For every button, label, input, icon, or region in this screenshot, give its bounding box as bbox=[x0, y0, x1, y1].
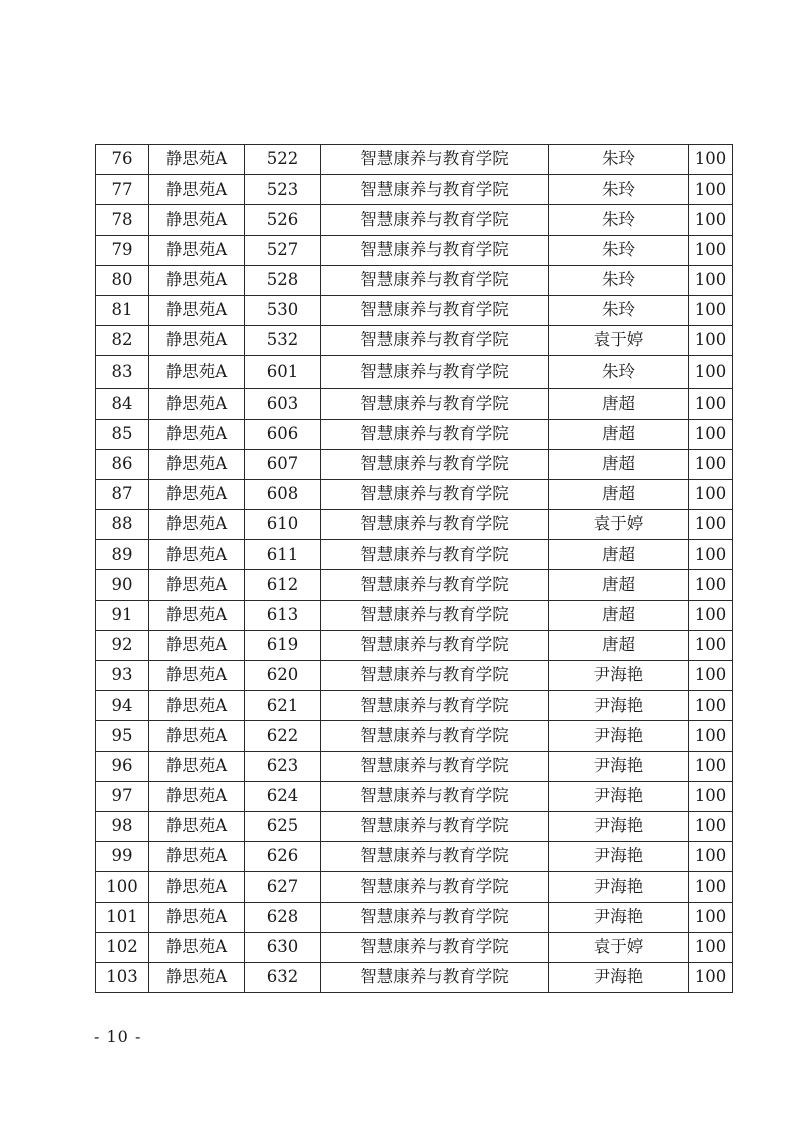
table-row bbox=[96, 630, 733, 660]
cell-score: 100 bbox=[689, 751, 733, 781]
cell-score: 100 bbox=[689, 175, 733, 205]
cell-college: 智慧康养与教育学院 bbox=[321, 600, 549, 630]
cell-teacher: 唐超 bbox=[549, 449, 689, 479]
table-row bbox=[96, 205, 733, 235]
cell-seq-no: 78 bbox=[96, 205, 149, 235]
cell-teacher: 朱玲 bbox=[549, 295, 689, 325]
cell-seq-no: 94 bbox=[96, 691, 149, 721]
cell-room: 528 bbox=[245, 265, 321, 295]
cell-teacher: 尹海艳 bbox=[549, 751, 689, 781]
cell-seq-no: 77 bbox=[96, 175, 149, 205]
cell-room: 611 bbox=[245, 540, 321, 570]
cell-building: 静思苑A bbox=[149, 962, 245, 992]
table-row bbox=[96, 842, 733, 872]
cell-building: 静思苑A bbox=[149, 570, 245, 600]
cell-room: 625 bbox=[245, 811, 321, 841]
cell-seq-no: 87 bbox=[96, 479, 149, 509]
cell-teacher: 唐超 bbox=[549, 600, 689, 630]
cell-building: 静思苑A bbox=[149, 265, 245, 295]
cell-teacher: 尹海艳 bbox=[549, 872, 689, 902]
cell-score: 100 bbox=[689, 265, 733, 295]
table-row bbox=[96, 751, 733, 781]
table-row bbox=[96, 811, 733, 841]
cell-building: 静思苑A bbox=[149, 540, 245, 570]
cell-building: 静思苑A bbox=[149, 872, 245, 902]
cell-room: 627 bbox=[245, 872, 321, 902]
table-row bbox=[96, 600, 733, 630]
cell-building: 静思苑A bbox=[149, 842, 245, 872]
cell-room: 601 bbox=[245, 356, 321, 389]
cell-score: 100 bbox=[689, 479, 733, 509]
cell-room: 632 bbox=[245, 962, 321, 992]
cell-college: 智慧康养与教育学院 bbox=[321, 295, 549, 325]
cell-teacher: 袁于婷 bbox=[549, 326, 689, 356]
cell-college: 智慧康养与教育学院 bbox=[321, 902, 549, 932]
cell-building: 静思苑A bbox=[149, 356, 245, 389]
cell-college: 智慧康养与教育学院 bbox=[321, 630, 549, 660]
table-row bbox=[96, 295, 733, 325]
cell-teacher: 唐超 bbox=[549, 389, 689, 419]
cell-score: 100 bbox=[689, 721, 733, 751]
table-row bbox=[96, 356, 733, 389]
cell-seq-no: 83 bbox=[96, 356, 149, 389]
cell-building: 静思苑A bbox=[149, 781, 245, 811]
cell-teacher: 尹海艳 bbox=[549, 661, 689, 691]
cell-teacher: 朱玲 bbox=[549, 175, 689, 205]
table-body bbox=[96, 145, 733, 993]
cell-score: 100 bbox=[689, 811, 733, 841]
cell-score: 100 bbox=[689, 962, 733, 992]
cell-room: 526 bbox=[245, 205, 321, 235]
cell-room: 624 bbox=[245, 781, 321, 811]
cell-seq-no: 95 bbox=[96, 721, 149, 751]
cell-score: 100 bbox=[689, 235, 733, 265]
cell-seq-no: 98 bbox=[96, 811, 149, 841]
cell-building: 静思苑A bbox=[149, 205, 245, 235]
cell-room: 623 bbox=[245, 751, 321, 781]
cell-teacher: 尹海艳 bbox=[549, 842, 689, 872]
cell-seq-no: 79 bbox=[96, 235, 149, 265]
cell-college: 智慧康养与教育学院 bbox=[321, 235, 549, 265]
cell-building: 静思苑A bbox=[149, 721, 245, 751]
cell-room: 628 bbox=[245, 902, 321, 932]
cell-room: 613 bbox=[245, 600, 321, 630]
cell-seq-no: 84 bbox=[96, 389, 149, 419]
cell-teacher: 唐超 bbox=[549, 419, 689, 449]
cell-seq-no: 82 bbox=[96, 326, 149, 356]
cell-score: 100 bbox=[689, 781, 733, 811]
page-number: - 10 - bbox=[94, 1027, 142, 1046]
cell-room: 612 bbox=[245, 570, 321, 600]
cell-seq-no: 103 bbox=[96, 962, 149, 992]
cell-teacher: 唐超 bbox=[549, 570, 689, 600]
cell-score: 100 bbox=[689, 356, 733, 389]
cell-seq-no: 89 bbox=[96, 540, 149, 570]
cell-teacher: 朱玲 bbox=[549, 356, 689, 389]
cell-teacher: 唐超 bbox=[549, 479, 689, 509]
cell-building: 静思苑A bbox=[149, 902, 245, 932]
cell-room: 532 bbox=[245, 326, 321, 356]
cell-teacher: 尹海艳 bbox=[549, 721, 689, 751]
cell-teacher: 袁于婷 bbox=[549, 932, 689, 962]
cell-college: 智慧康养与教育学院 bbox=[321, 479, 549, 509]
cell-building: 静思苑A bbox=[149, 145, 245, 175]
cell-building: 静思苑A bbox=[149, 661, 245, 691]
cell-teacher: 朱玲 bbox=[549, 235, 689, 265]
cell-score: 100 bbox=[689, 691, 733, 721]
cell-teacher: 朱玲 bbox=[549, 205, 689, 235]
table-row bbox=[96, 721, 733, 751]
cell-score: 100 bbox=[689, 449, 733, 479]
cell-teacher: 唐超 bbox=[549, 540, 689, 570]
cell-teacher: 尹海艳 bbox=[549, 962, 689, 992]
cell-score: 100 bbox=[689, 326, 733, 356]
cell-room: 522 bbox=[245, 145, 321, 175]
table-row bbox=[96, 449, 733, 479]
dormitory-inspection-table bbox=[95, 144, 733, 993]
table-row bbox=[96, 326, 733, 356]
cell-college: 智慧康养与教育学院 bbox=[321, 872, 549, 902]
cell-teacher: 唐超 bbox=[549, 630, 689, 660]
cell-college: 智慧康养与教育学院 bbox=[321, 175, 549, 205]
cell-room: 608 bbox=[245, 479, 321, 509]
cell-building: 静思苑A bbox=[149, 449, 245, 479]
cell-room: 606 bbox=[245, 419, 321, 449]
cell-room: 523 bbox=[245, 175, 321, 205]
cell-college: 智慧康养与教育学院 bbox=[321, 811, 549, 841]
cell-score: 100 bbox=[689, 540, 733, 570]
cell-teacher: 尹海艳 bbox=[549, 902, 689, 932]
cell-college: 智慧康养与教育学院 bbox=[321, 570, 549, 600]
table-row bbox=[96, 265, 733, 295]
cell-college: 智慧康养与教育学院 bbox=[321, 661, 549, 691]
cell-college: 智慧康养与教育学院 bbox=[321, 932, 549, 962]
cell-seq-no: 85 bbox=[96, 419, 149, 449]
cell-building: 静思苑A bbox=[149, 175, 245, 205]
cell-building: 静思苑A bbox=[149, 630, 245, 660]
cell-score: 100 bbox=[689, 145, 733, 175]
cell-college: 智慧康养与教育学院 bbox=[321, 419, 549, 449]
cell-seq-no: 97 bbox=[96, 781, 149, 811]
table-row bbox=[96, 661, 733, 691]
cell-teacher: 袁于婷 bbox=[549, 510, 689, 540]
cell-teacher: 朱玲 bbox=[549, 145, 689, 175]
cell-score: 100 bbox=[689, 932, 733, 962]
table-row bbox=[96, 902, 733, 932]
cell-seq-no: 101 bbox=[96, 902, 149, 932]
table-row bbox=[96, 691, 733, 721]
cell-teacher: 尹海艳 bbox=[549, 781, 689, 811]
cell-college: 智慧康养与教育学院 bbox=[321, 356, 549, 389]
cell-college: 智慧康养与教育学院 bbox=[321, 721, 549, 751]
cell-college: 智慧康养与教育学院 bbox=[321, 962, 549, 992]
cell-score: 100 bbox=[689, 205, 733, 235]
cell-seq-no: 86 bbox=[96, 449, 149, 479]
cell-building: 静思苑A bbox=[149, 600, 245, 630]
cell-college: 智慧康养与教育学院 bbox=[321, 781, 549, 811]
table-row bbox=[96, 540, 733, 570]
cell-college: 智慧康养与教育学院 bbox=[321, 326, 549, 356]
table-row bbox=[96, 235, 733, 265]
cell-college: 智慧康养与教育学院 bbox=[321, 449, 549, 479]
cell-score: 100 bbox=[689, 842, 733, 872]
cell-score: 100 bbox=[689, 419, 733, 449]
cell-score: 100 bbox=[689, 902, 733, 932]
cell-building: 静思苑A bbox=[149, 295, 245, 325]
cell-college: 智慧康养与教育学院 bbox=[321, 540, 549, 570]
table-row bbox=[96, 962, 733, 992]
cell-college: 智慧康养与教育学院 bbox=[321, 751, 549, 781]
cell-seq-no: 100 bbox=[96, 872, 149, 902]
cell-seq-no: 92 bbox=[96, 630, 149, 660]
table-row bbox=[96, 389, 733, 419]
cell-college: 智慧康养与教育学院 bbox=[321, 691, 549, 721]
cell-seq-no: 93 bbox=[96, 661, 149, 691]
cell-building: 静思苑A bbox=[149, 419, 245, 449]
cell-teacher: 尹海艳 bbox=[549, 811, 689, 841]
cell-score: 100 bbox=[689, 389, 733, 419]
cell-building: 静思苑A bbox=[149, 389, 245, 419]
cell-score: 100 bbox=[689, 600, 733, 630]
table-row bbox=[96, 872, 733, 902]
cell-room: 621 bbox=[245, 691, 321, 721]
cell-college: 智慧康养与教育学院 bbox=[321, 389, 549, 419]
cell-college: 智慧康养与教育学院 bbox=[321, 205, 549, 235]
cell-building: 静思苑A bbox=[149, 326, 245, 356]
cell-college: 智慧康养与教育学院 bbox=[321, 265, 549, 295]
cell-seq-no: 102 bbox=[96, 932, 149, 962]
cell-room: 619 bbox=[245, 630, 321, 660]
cell-room: 607 bbox=[245, 449, 321, 479]
cell-room: 610 bbox=[245, 510, 321, 540]
cell-building: 静思苑A bbox=[149, 510, 245, 540]
cell-score: 100 bbox=[689, 295, 733, 325]
cell-teacher: 尹海艳 bbox=[549, 691, 689, 721]
cell-score: 100 bbox=[689, 872, 733, 902]
cell-building: 静思苑A bbox=[149, 751, 245, 781]
cell-room: 630 bbox=[245, 932, 321, 962]
table-row bbox=[96, 510, 733, 540]
cell-room: 530 bbox=[245, 295, 321, 325]
cell-college: 智慧康养与教育学院 bbox=[321, 510, 549, 540]
cell-teacher: 朱玲 bbox=[549, 265, 689, 295]
cell-seq-no: 96 bbox=[96, 751, 149, 781]
cell-seq-no: 88 bbox=[96, 510, 149, 540]
cell-score: 100 bbox=[689, 570, 733, 600]
cell-seq-no: 99 bbox=[96, 842, 149, 872]
cell-room: 626 bbox=[245, 842, 321, 872]
cell-seq-no: 81 bbox=[96, 295, 149, 325]
table-row bbox=[96, 175, 733, 205]
cell-score: 100 bbox=[689, 661, 733, 691]
cell-seq-no: 91 bbox=[96, 600, 149, 630]
cell-room: 603 bbox=[245, 389, 321, 419]
table-row bbox=[96, 145, 733, 175]
cell-room: 622 bbox=[245, 721, 321, 751]
cell-building: 静思苑A bbox=[149, 479, 245, 509]
cell-building: 静思苑A bbox=[149, 811, 245, 841]
table-row bbox=[96, 570, 733, 600]
cell-building: 静思苑A bbox=[149, 691, 245, 721]
cell-building: 静思苑A bbox=[149, 932, 245, 962]
cell-seq-no: 90 bbox=[96, 570, 149, 600]
table-row bbox=[96, 479, 733, 509]
cell-seq-no: 76 bbox=[96, 145, 149, 175]
cell-score: 100 bbox=[689, 510, 733, 540]
cell-score: 100 bbox=[689, 630, 733, 660]
cell-college: 智慧康养与教育学院 bbox=[321, 842, 549, 872]
table-row bbox=[96, 419, 733, 449]
table-row bbox=[96, 781, 733, 811]
cell-seq-no: 80 bbox=[96, 265, 149, 295]
cell-building: 静思苑A bbox=[149, 235, 245, 265]
table-row bbox=[96, 932, 733, 962]
cell-college: 智慧康养与教育学院 bbox=[321, 145, 549, 175]
cell-room: 527 bbox=[245, 235, 321, 265]
cell-room: 620 bbox=[245, 661, 321, 691]
